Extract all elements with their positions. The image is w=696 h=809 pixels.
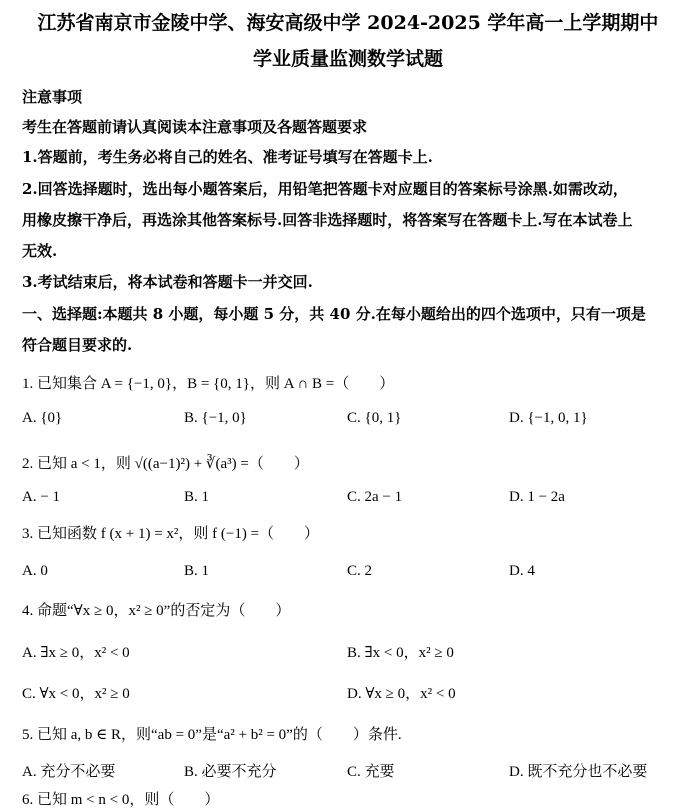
question-5-option-d[interactable]: D. 既不充分也不必要 xyxy=(509,764,648,780)
question-1-option-b[interactable]: B. {−1, 0} xyxy=(184,410,247,426)
question-5-option-a[interactable]: A. 充分不必要 xyxy=(22,764,116,780)
question-3-stem: 3. 已知函数 f (x + 1) = x²，则 f (−1) =（ ） xyxy=(22,526,320,542)
section-heading-line1: 一、选择题:本题共 8 小题，每小题 5 分，共 40 分.在每小题给出的四个选项中，只有一项是 xyxy=(22,305,646,323)
notice-item-3: 3.考试结束后，将本试卷和答题卡一并交回. xyxy=(22,273,313,291)
question-3-option-d[interactable]: D. 4 xyxy=(509,563,535,579)
question-5-option-b[interactable]: B. 必要不充分 xyxy=(184,764,277,780)
question-2-option-d[interactable]: D. 1 − 2a xyxy=(509,489,565,505)
question-3-option-a[interactable]: A. 0 xyxy=(22,563,48,579)
question-2-option-b[interactable]: B. 1 xyxy=(184,489,210,505)
question-4-stem: 4. 命题“∀x ≥ 0，x² ≥ 0”的否定为（ ） xyxy=(22,603,291,619)
exam-title-line2: 学业质量监测数学试题 xyxy=(252,48,443,70)
question-4-option-d[interactable]: D. ∀x ≥ 0，x² < 0 xyxy=(347,686,456,702)
exam-title-line1: 江苏省南京市金陵中学、海安高级中学 2024-2025 学年高一上学期期中 xyxy=(37,12,659,34)
question-6-stem: 6. 已知 m < n < 0，则（ ） xyxy=(22,792,220,808)
question-3-option-b[interactable]: B. 1 xyxy=(184,563,210,579)
question-4-option-c[interactable]: C. ∀x < 0，x² ≥ 0 xyxy=(22,686,130,702)
notice-intro: 考生在答题前请认真阅读本注意事项及各题答题要求 xyxy=(22,118,368,136)
question-5-option-c[interactable]: C. 充要 xyxy=(347,764,395,780)
notice-item-2-line3: 无效. xyxy=(22,242,58,260)
question-1-option-a[interactable]: A. {0} xyxy=(22,410,63,426)
notice-item-2-line2: 用橡皮擦干净后，再选涂其他答案标号.回答非选择题时，将答案写在答题卡上.写在本试卷上 xyxy=(22,211,633,229)
notice-heading: 注意事项 xyxy=(22,88,83,106)
question-4-option-b[interactable]: B. ∃x < 0，x² ≥ 0 xyxy=(347,645,454,661)
notice-item-2-line1: 2.回答选择题时，选出每小题答案后，用铅笔把答题卡对应题目的答案标号涂黑.如需改动， xyxy=(22,180,628,198)
question-2-option-c[interactable]: C. 2a − 1 xyxy=(347,489,403,505)
question-4-option-a[interactable]: A. ∃x ≥ 0，x² < 0 xyxy=(22,645,130,661)
question-3-option-c[interactable]: C. 2 xyxy=(347,563,373,579)
question-2-option-a[interactable]: A. − 1 xyxy=(22,489,61,505)
question-1-option-c[interactable]: C. {0, 1} xyxy=(347,410,402,426)
question-2-stem: 2. 已知 a < 1，则 √((a−1)²) + ∛(a³) =（ ） xyxy=(22,456,309,472)
question-1-stem: 1. 已知集合 A = {−1, 0}，B = {0, 1}，则 A ∩ B =（ ） xyxy=(22,376,395,392)
section-heading-line2: 符合题目要求的. xyxy=(22,336,133,354)
notice-item-1: 1.答题前，考生务必将自己的姓名、准考证号填写在答题卡上. xyxy=(22,148,433,166)
question-5-stem: 5. 已知 a, b ∈ R，则“ab = 0”是“a² + b² = 0”的（ ）条件. xyxy=(22,727,402,743)
question-1-option-d[interactable]: D. {−1, 0, 1} xyxy=(509,410,588,426)
